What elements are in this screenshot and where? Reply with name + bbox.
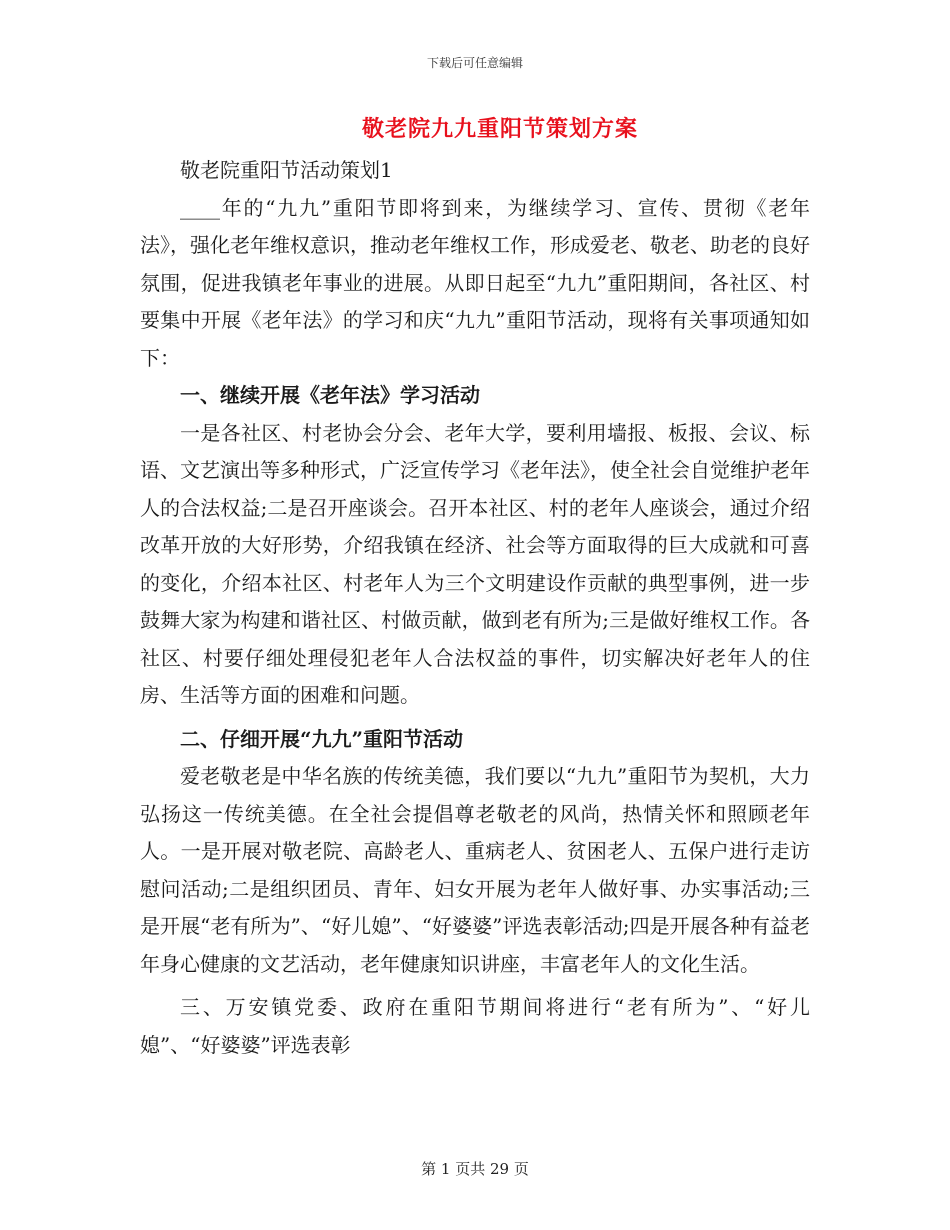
section-1-paragraph: 一是各社区、村老协会分会、老年大学，要利用墙报、板报、会议、标语、文艺演出等多种形式，广泛宣传学习《老年法》，使全社会自觉维护老年人的合法权益;二是召开座谈会。召开本社区、村的老年人座谈会，通过介绍改革开放的大好形势，介绍我镇在经济、社会等方面取得的巨大成就和可喜的变化，介绍本社区、村老年人为三个文明建设作贡献的典型事例，进一步鼓舞大家为构建和谐社区、村做贡献，做到老有所为;三是做好维权工作。各社区、村要仔细处理侵犯老年人合法权益的事件，切实解决好老年人的住房、生活等方面的困难和问题。 — [140, 420, 810, 707]
section-2-paragraph: 爱老敬老是中华名族的传统美德，我们要以“九九”重阳节为契机，大力弘扬这一传统美德。在全社会提倡尊老敬老的风尚，热情关怀和照顾老年人。一是开展对敬老院、高龄老人、重病老人、贫困老人、五保户进行走访慰问活动;二是组织团员、青年、妇女开展为老年人做好事、办实事活动;三是开展“老有所为”、“好儿媳”、“好婆婆”评选表彰活动;四是开展各种有益老年身心健康的文艺活动，老年健康知识讲座，丰富老年人的文化生活。 — [140, 764, 810, 976]
page-number: 第 1 页共 29 页 — [421, 1160, 529, 1178]
document-title: 敬老院九九重阳节策划方案 — [361, 116, 638, 142]
section-3-paragraph: 三、万安镇党委、政府在重阳节期间将进行“老有所为”、“好儿媳”、“好婆婆”评选表彰 — [140, 995, 810, 1057]
section-heading-2: 二、仔细开展“九九”重阳节活动 — [180, 726, 464, 751]
header-note: 下载后可任意编辑 — [426, 56, 523, 70]
intro-paragraph: ____年的“九九”重阳节即将到来，为继续学习、宣传、贯彻《老年法》，强化老年维权意识，推动老年维权工作，形成爱老、敬老、助老的良好氛围，促进我镇老年事业的进展。从即日起至“九九”重阳期间，各社区、村要集中开展《老年法》的学习和庆“九九”重阳节活动，现将有关事项通知如下： — [140, 195, 810, 370]
document-body — [140, 152, 810, 1064]
section-subtitle: 敬老院重阳节活动策划1 — [180, 158, 393, 182]
section-heading-1: 一、继续开展《老年法》学习活动 — [180, 383, 480, 407]
